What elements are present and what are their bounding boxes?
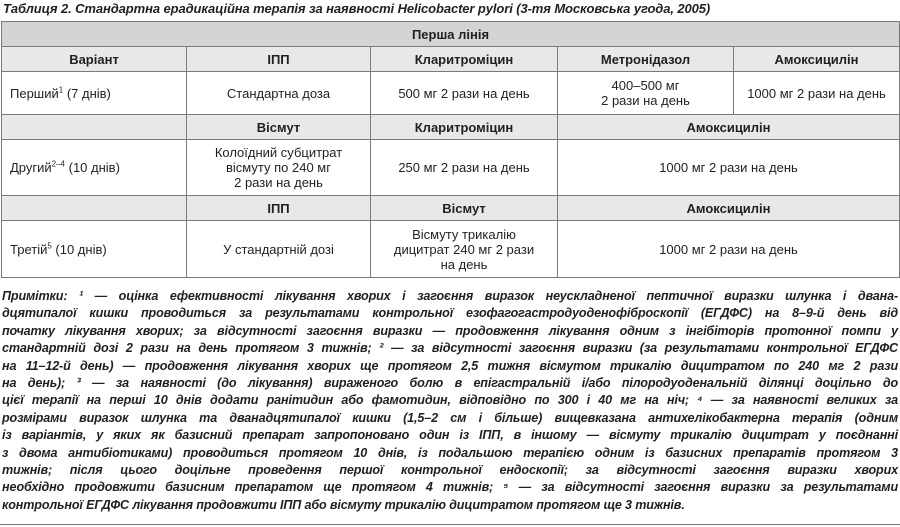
table-band-row [2,22,900,47]
ipp-cell: Стандартна доза [187,72,371,115]
notes-line: на день); ³ — за наявності (до лікування) вираженого болю в епігастральній і/або пілородуоденальній ділянці доцільно до [2,376,898,391]
dose-line: Колоїдний субцитрат [214,145,343,160]
bismuth-cell [187,140,371,196]
table-row-second [2,140,900,196]
header-ipp: ІПП [187,47,371,72]
notes-line: необхідно продовжити базисним препаратом ще протягом 4 тижнів; ⁵ — за відсутності загоєння виразки за результатами [2,480,898,495]
table-row-first [2,72,900,115]
notes-line: з двома антибіотиками) проводиться протягом 10 днів, із подальшою терапією одним із базисних препаратів протягом 3 [2,445,898,460]
notes-line: тижнів; після цього доцільне проведення першої контрольної ендоскопії; за відсутності загоєння виразки хворих [2,463,898,478]
footnote-mark: 1 [58,85,64,95]
dose-line: 2 рази на день [601,93,690,108]
notes-line: із варіантів, у яких як базисний препарат запропоновано один із ІПП, в іншому — вісмуту трикалію дицитрат у поєднанні [2,428,898,443]
header-variant: Варіант [2,47,187,72]
notes-line: розмірами виразок шлунка та дванадцятипалої кишки (1,5–2 см і більше) вищевказана антихелікобактерна терапія (одним [2,410,898,425]
variant-duration: (10 днів) [51,241,107,257]
header-bismuth: Вісмут [371,196,558,221]
variant-cell [2,72,187,115]
notes-line: дцятипалої кишки проводиться за результатами контрольної езофагогастродуоденофіброскопії (ЕГДФС) на 8–9-й день від [2,306,898,321]
table-row-third [2,221,900,278]
eradication-therapy-table [1,21,900,278]
header-clarithromycin: Кларитроміцин [371,115,558,140]
notes-line: на 11–12-й день) — продовження лікування хворих ще протягом 2,5 тижня вісмутом трикалію дицитратом по 240 мг 2 рази [2,358,898,373]
notes-line: контрольної ЕГДФС лікування продовжити ІПП або вісмуту трикалію дицитратом протягом ще 3 тижнів. [2,497,685,512]
header-row-2 [2,115,900,140]
notes-line: початку лікування хворих; за відсутності загоєння виразки — продовження лікування одним з інгібіторів протонної помпи у [2,323,898,338]
bottom-rule [0,524,900,525]
header-amoxicillin: Амоксицилін [558,115,900,140]
band-title: Перша лінія [2,22,900,47]
footnote-mark: 2–4 [51,159,66,169]
table-caption: Таблиця 2. Стандартна ерадикаційна терапія за наявності Helicobacter pylori (3-тя Московська угода, 2005) [3,1,711,16]
metronidazole-cell [558,72,734,115]
header-metronidazole: Метронідазол [558,47,734,72]
variant-name: Другий [10,160,52,175]
footnote-mark: 5 [47,241,52,251]
variant-duration: (10 днів) [65,160,120,175]
variant-name: Перший [10,85,59,101]
ipp-cell: У стандартній дозі [187,221,371,278]
variant-name: Третій [10,241,48,257]
dose-line: дицитрат 240 мг 2 рази [393,241,535,257]
header-blank [2,196,187,221]
dose-line: 400–500 мг [611,78,680,93]
header-amoxicillin: Амоксицилін [558,196,900,221]
variant-duration: (7 днів) [63,85,111,101]
header-row-1 [2,47,900,72]
dose-line: 2 рази на день [234,175,323,190]
notes-line: стандартній дозі 2 рази на день протягом 3 тижнів; ² — за відсутності загоєння виразки (за результатами контрольної ЕГДФС [2,341,898,356]
header-bismuth: Вісмут [187,115,371,140]
dose-line: вісмуту по 240 мг [226,160,331,175]
clarithromycin-cell: 250 мг 2 рази на день [371,140,558,196]
clarithromycin-cell: 500 мг 2 рази на день [371,72,558,115]
variant-cell [2,221,187,278]
header-amoxicillin: Амоксицилін [734,47,900,72]
header-ipp: ІПП [187,196,371,221]
notes-line: Примітки: ¹ — оцінка ефективності лікування хворих і загоєння виразок неускладненої пептичної виразки шлунка і двана- [2,289,898,303]
dose-line: Вісмуту трикалію [412,226,516,242]
amoxicillin-cell: 1000 мг 2 рази на день [558,140,900,196]
header-clarithromycin: Кларитроміцин [371,47,558,72]
bismuth-cell [371,221,558,278]
notes-line: цієї терапії на перші 10 днів додати ранітидин або фамотидин, відповідно по 300 і 40 мг на ніч; ⁴ — за наявності великих за [2,393,898,408]
dose-line: на день [440,256,488,272]
header-row-3 [2,196,900,221]
amoxicillin-cell: 1000 мг 2 рази на день [734,72,900,115]
table-notes [2,288,898,514]
header-blank [2,115,187,140]
variant-cell [2,140,187,196]
amoxicillin-cell: 1000 мг 2 рази на день [558,221,900,278]
